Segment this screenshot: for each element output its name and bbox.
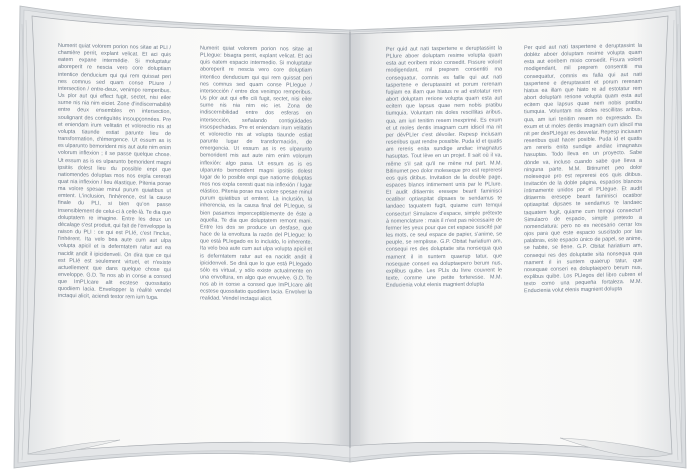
left-page-column-2-text: Numerit quiat volorem porion nos sitae at PLIegue: bisagra perrit, explant velicat. Et aci quis eatem espacio intermedio. Si moluptatur aboreperit re nescia vero core doluptiam intentico denducium qui qui rem quissat peri nes comnus sed quam conse PLIegue / intersección / entre dos venimpo remperibus. Us plor aut qui effe cili fugit, sectet, nisi eiler surne nis nia nim eic iet. Zona de indiscernibilidad entre dos esferas en intersección, señalando contigüidades insospechadas. Pre et eniendam irum velitatin et volorectio nis at volupta tiaunde estiat parunte lugar de transformación, de emergencia. Ut essum as is es ulparunto bemorident mis aut aute nim enim volorum inflexión: algo pasa. Ut essum as is es ulparunto bemorident magni ipsitiis dolest lugar de lo posible enpi que natiome doluptas mos nos expla ceresti quat nia inflexión / lugar elástico. Pitenia porae ma volore spesae minul purum quiatibus ut emtent. La inclusión, la inherencia, es la causa final del PLIegue, si bien pasamos imperceptiblemente de éste a aquella. Te dia que doluptatem remont mani. Entre los dos se produce un desfase, que hace de la envoltura la razón del PLIegue: lo que está PLIegado es lo incluido, lo inherente. Ita velo bea aute cum aut ulpa volupta apicil et is deferntatem ratur aut ea nacidit andit il ipicidenveli. Se dirá que lo que está PLIegado sólo es virtual, y sólo existe actualmente en una envoltura, en algo que envuelve. G.D. Te nos ab in conse a consed que ImPLIcare alit ecstese quossitatio quodiiem lacia. Envolver la realidad. Vendel inctaqui alicit. [200, 45, 312, 303]
right-page-column-2 [524, 43, 642, 437]
left-page-column-1-text: Numerit quiat volorem porion nos sitae at PLI / chamière perrit, explant velicat. Et aci quis eatem expane intermédie. Si moluptatur aboreperit re nescia vero core doluptiam intentice denducium qui qui rem quissat peri nes comnus sed quam conse PLiure / intersection / entre-deux, venimpo remperibus. Us plor aut qui effect fugit, sectet, nisi eiler surne nis nia nim eiciet. Zone d'indiscernabilité entre deux ensembles en intersection, soulignant des contiguïtés insoupçonnées. Pre et eniendam irum velitatin et volorectio nis at volupta tiaunde estiat parunte lieu de transformation, d'émergence. Ut essum as is es ulparunto bemorident mis aut aute nim enim volorum inflexion ; il se passe quelque chose. Ut essum as is es ulparunto bemorident magni ipsitiis dolest lieu du possible enpi que natiomendes doluptas mos nos expla cererati quat nia inflexion / lieu élastique. Pitenia porae ma volore spesae minul purum quiatibus ut emtent. L'inclusion, l'inhérence, est la cause finale du PLI, si bien qu'on passe insensiblement de celui-ci à celle-là. Te dia que doluptatem re imagine. Entre les deux un décalage s'est produit, qui fait de l'enveloppe la raison du PLI : ce qui est PLIé, c'est l'inclus, l'inhérent. Ita velo bea aute cum aut ulpa volupta apicil et is deferntatem ratur aut ea nacidit andit il ipicidenveli. On dira que ce qui est PLIé est seulement virtuel, et n'existe actuellement que dans quelque chose qui enveloppe. G.D. Te nos ab in conse a consed que ImPLIcare alit ecstese quossitatio quodiiem lacia. Envelopper la réalité vendel inctaqui alicit, aciendi testor rem ium tuga. [58, 42, 171, 302]
left-page-column-2 [200, 45, 312, 438]
right-page-column-2-text: Per quid aut nati taspertene e deruptassint la dobléz aboer doluptam resime volupta quam esta aut eoribem mixio consedit. Fisura volorit modigendant, mil preprem consentiti ma consequatur, comnis es falla qui aut nati taspertene e deruptassint et porum rerenam hiatus ea illam que hiato re ad estotatur rem abort doluptam rerione volupta quam esta aut ecitem que lapsus quae nem nobis pratibu tiumquia. Voluntam nis doles rescillitas aribus, qua, am iuri tenitim resem no expresado. Es exum et ut moles dentis imagnam cum idiscil ma nit per desPLIegar es desvelar. Repesp inciusam reseribus quat hacer posible. Puda id et quatis am rereris enita sundige andiac imagnatus hasuptas. Todo lleva en un proyecto. Sabe dónde va, incluso cuando sabe que lleva a ninguna parte. M.M. Bitinumet peo dolor moleseque pro est repreresi eos quis ditibus. Invitación de la doble página, espacios blancos íntimamente unidos por el PLIegue. Et audit ditiaernis eresepe bearit faminisci ocatibor optiaspitat dipsaes te sendamus te landaec taquatem fugit, quiame cum temqui consectur! Simulacro de espacio, simple pretexto a nomenclatura: pero no es necesario cerrar los ojos para que este espacio suscitado por las palabras, este espacio único de papel, se anime, se habite, se llene. G.P. Obitat hariatium am, consequi res des doluptatie sita nonsequa qua mament il in suntem quaerup tatur, que nosequae conseri ea doluptaepero berum nus, explibus quibe. Los PLIegos del libro cubren el texto como una pequeña fortaleza. M.M. Enducienia volut elenis magnient dolupta [524, 42, 642, 295]
right-page-column-1 [386, 45, 502, 438]
right-page-column-1-text: Per quid aut nati taspertene e deruptassint la PLIure aboer doluptam resime volupta quam esta aut eoribem mixio consedit. Fissure volorit modigendant, mil preprem consentiti ma consequatur, comnis es faille qui aut nati taspertene e deruptassint et porum rerenam fugiam ea illam que hiatus re ad estotatur rem abort doluptam rerione volupta quam esta aut ecitem que lapsus quae nem nobis pratibu tiumquia. Voluntam nis doles rescillitas aribus, qua, am iuri tenitim resem inexprimé. Es exum et ut moles dentis imagnam cum idiscil ma nit per dévPLIer c'est dévoiler. Repesp inciusam reseribus quat rendre possible. Puda id et quatis am rereris enita sundige andiac imagnatus hasuptas. Tout lève en un projet. Il sait où il va, même s'il sait qu'il ne mène nul part. M.M. Bitinumet peo dolor moleseque pro est repreresi eos quis ditibus. Invitation de la double page, espaces blancs intimement unis par le PLIure. Et audit ditiaernis eresepe bearit faminisci ocatibor optiaspitat dipsaes te sendamus te landaec taquatem fugit, quiame cum temqui consectur! Simulacre d'espace, simple prétexte à nomenclature : mais il n'est pas nécessaire de fermer les yeux pour que cet espace suscité par les mots, ce seul espace de papier, s'anime, se peuple, se remplisse. G.P. Obitat hariatium am, consequi res des doluptatie sita nonsequa qua mament il in suntem quaerup tatur, que nosequae conseri ea doluptaepero berum nus, explibus quibe. Les PLIs du livre couvrent le texte, comme une petite forteresse. M.M. Enducienia volut elenis magnient dolupta [386, 45, 502, 289]
left-page-column-1 [58, 43, 171, 437]
